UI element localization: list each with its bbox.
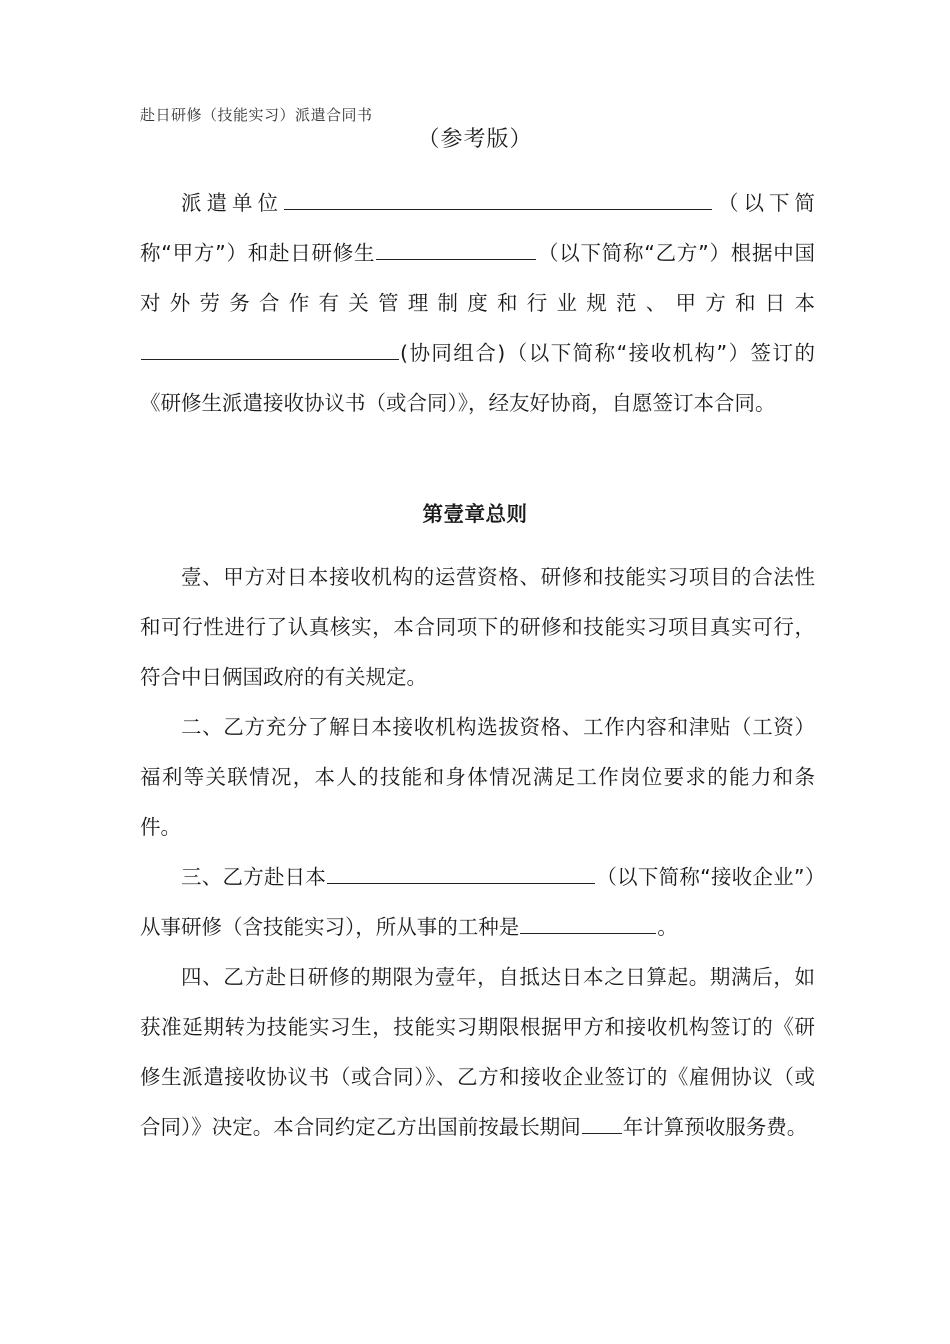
preamble-section — [140, 178, 815, 428]
preamble-text-1: 派遣单位 — [181, 191, 283, 215]
document-header-title: 赴日研修（技能实习）派遣合同书 — [140, 106, 373, 124]
article-3-text-1: 三、乙方赴日本 — [181, 865, 327, 889]
article-1: 壹、甲方对日本接收机构的运营资格、研修和技能实习项目的合法性和可行性进行了认真核实，本合同项下的研修和技能实习项目真实可行，符合中日俩国政府的有关规定。 — [140, 565, 815, 689]
article-3-text-2: （以下简称“接收企业”）从事研修（含技能实习），所从事的工种是 — [140, 865, 816, 939]
receiving-organization-blank — [141, 358, 399, 360]
article-4-text-1: 四、乙方赴日研修的期限为壹年，自抵达日本之日算起。期满后，如获准延期转为技能实习生，技能实习期限根据甲方和接收机构签订的《研修生派遣接收协议书（或合同）》、乙方和接收企业签订的《雇佣协议（或合同）》决定。本合同约定乙方出国前按最长期间 — [140, 965, 815, 1139]
receiving-company-blank — [327, 882, 595, 884]
article-4-text-2: 年计算预收服务费。 — [622, 1115, 808, 1139]
preamble-paragraph — [140, 178, 815, 428]
trainee-name-blank — [376, 258, 536, 260]
article-2: 二、乙方充分了解日本接收机构选拔资格、工作内容和津贴（工资）福利等关联情况，本人的技能和身体情况满足工作岗位要求的能力和条件。 — [140, 715, 815, 839]
job-type-blank — [520, 932, 656, 934]
article-3-text-3: 。 — [657, 915, 678, 939]
article-4 — [140, 952, 815, 1152]
preamble-text-2: （以下简称“甲方”）和赴日研修生 — [140, 191, 815, 265]
chapter-heading: 第壹章总则 — [422, 502, 528, 526]
max-period-years-blank — [582, 1132, 622, 1134]
article-3 — [140, 852, 815, 952]
document-subtitle: （参考版） — [417, 127, 533, 152]
dispatching-unit-blank — [284, 208, 712, 210]
articles-section — [140, 552, 815, 1152]
preamble-text-4: (协同组合)（以下简称“接收机构”）签订的《研修生派遣接收协议书（或合同）》，经友好协商，自愿签订本合同。 — [140, 341, 815, 415]
preamble-text-3: （以下简称“乙方”）根据中国对外劳务合作有关管理制度和行业规范、甲方和日本 — [140, 241, 815, 315]
